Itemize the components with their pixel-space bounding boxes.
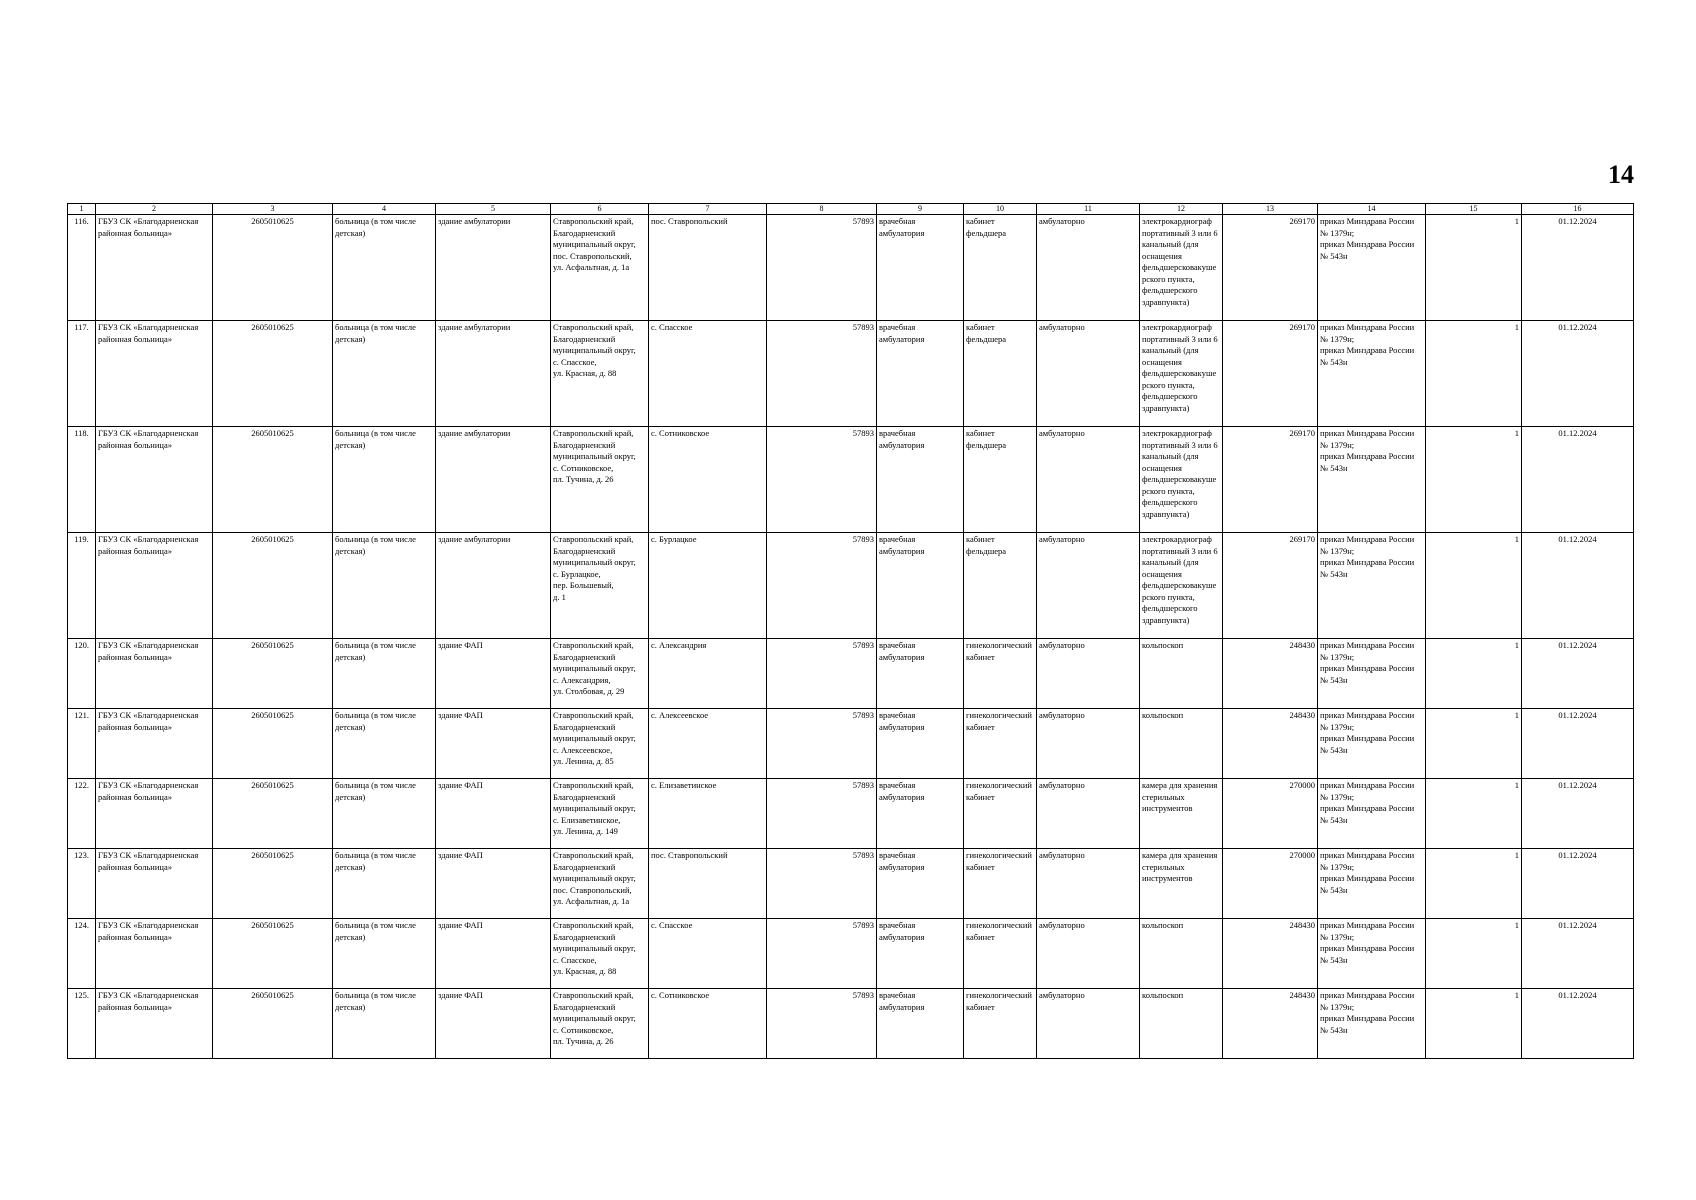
cell-room: кабинет фельдшера bbox=[964, 533, 1037, 639]
cell-equipment: камера для хранения стерильных инструментов bbox=[1140, 849, 1223, 919]
cell-inn: 2605010625 bbox=[213, 215, 333, 321]
column-number: 7 bbox=[649, 204, 767, 215]
cell-oktmo-code: 57893 bbox=[767, 533, 877, 639]
cell-price: 269170 bbox=[1223, 533, 1318, 639]
cell-organization: ГБУЗ СК «Благодарненская районная больница» bbox=[96, 989, 213, 1059]
cell-basis: приказ Минздрава России № 1379н; приказ Минздрава России № 543н bbox=[1318, 849, 1426, 919]
cell-date: 01.12.2024 bbox=[1522, 919, 1634, 989]
cell-price: 269170 bbox=[1223, 321, 1318, 427]
cell-row-number: 118. bbox=[68, 427, 96, 533]
column-number: 3 bbox=[213, 204, 333, 215]
cell-row-number: 120. bbox=[68, 639, 96, 709]
cell-date: 01.12.2024 bbox=[1522, 321, 1634, 427]
cell-organization: ГБУЗ СК «Благодарненская районная больница» bbox=[96, 779, 213, 849]
cell-locality: с. Алексеевское bbox=[649, 709, 767, 779]
cell-quantity: 1 bbox=[1426, 989, 1522, 1059]
cell-quantity: 1 bbox=[1426, 779, 1522, 849]
cell-equipment: кольпоскоп bbox=[1140, 989, 1223, 1059]
cell-address: Ставропольский край, Благодарненский муниципальный округ, пос. Ставропольский, ул. Асфальтная, д. 1а bbox=[551, 849, 649, 919]
cell-organization: ГБУЗ СК «Благодарненская районная больница» bbox=[96, 849, 213, 919]
cell-institution-type: больница (в том числе детская) bbox=[333, 215, 436, 321]
cell-inn: 2605010625 bbox=[213, 779, 333, 849]
cell-oktmo-code: 57893 bbox=[767, 779, 877, 849]
cell-unit: врачебная амбулатория bbox=[877, 919, 964, 989]
table-body bbox=[68, 215, 1634, 1059]
column-number: 15 bbox=[1426, 204, 1522, 215]
cell-organization: ГБУЗ СК «Благодарненская районная больница» bbox=[96, 533, 213, 639]
cell-price: 269170 bbox=[1223, 427, 1318, 533]
cell-address: Ставропольский край, Благодарненский муниципальный округ, с. Сотниковское, пл. Тучина, д. 26 bbox=[551, 989, 649, 1059]
column-number: 1 bbox=[68, 204, 96, 215]
cell-unit: врачебная амбулатория bbox=[877, 639, 964, 709]
cell-basis: приказ Минздрава России № 1379н; приказ Минздрава России № 543н bbox=[1318, 533, 1426, 639]
cell-care-mode: амбулаторно bbox=[1037, 849, 1140, 919]
cell-price: 248430 bbox=[1223, 639, 1318, 709]
cell-room: кабинет фельдшера bbox=[964, 215, 1037, 321]
cell-basis: приказ Минздрава России № 1379н; приказ Минздрава России № 543н bbox=[1318, 779, 1426, 849]
cell-equipment: камера для хранения стерильных инструментов bbox=[1140, 779, 1223, 849]
cell-address: Ставропольский край, Благодарненский муниципальный округ, с. Спасское, ул. Красная, д. 88 bbox=[551, 321, 649, 427]
cell-address: Ставропольский край, Благодарненский муниципальный округ, с. Александрия, ул. Столбовая, д. 29 bbox=[551, 639, 649, 709]
cell-locality: пос. Ставропольский bbox=[649, 849, 767, 919]
cell-oktmo-code: 57893 bbox=[767, 321, 877, 427]
cell-oktmo-code: 57893 bbox=[767, 215, 877, 321]
cell-basis: приказ Минздрава России № 1379н; приказ Минздрава России № 543н bbox=[1318, 989, 1426, 1059]
cell-room: гинекологический кабинет bbox=[964, 919, 1037, 989]
column-number: 14 bbox=[1318, 204, 1426, 215]
cell-room: гинекологический кабинет bbox=[964, 849, 1037, 919]
cell-locality: с. Спасское bbox=[649, 321, 767, 427]
cell-quantity: 1 bbox=[1426, 215, 1522, 321]
cell-row-number: 116. bbox=[68, 215, 96, 321]
table-row bbox=[68, 639, 1634, 709]
cell-care-mode: амбулаторно bbox=[1037, 709, 1140, 779]
cell-unit: врачебная амбулатория bbox=[877, 427, 964, 533]
cell-row-number: 123. bbox=[68, 849, 96, 919]
column-number: 6 bbox=[551, 204, 649, 215]
cell-date: 01.12.2024 bbox=[1522, 709, 1634, 779]
table-row bbox=[68, 215, 1634, 321]
cell-care-mode: амбулаторно bbox=[1037, 427, 1140, 533]
cell-locality: с. Бурлацкое bbox=[649, 533, 767, 639]
cell-address: Ставропольский край, Благодарненский муниципальный округ, пос. Ставропольский, ул. Асфальтная, д. 1а bbox=[551, 215, 649, 321]
cell-institution-type: больница (в том числе детская) bbox=[333, 533, 436, 639]
column-number-row bbox=[68, 204, 1634, 215]
cell-building: здание ФАП bbox=[436, 639, 551, 709]
cell-row-number: 124. bbox=[68, 919, 96, 989]
cell-institution-type: больница (в том числе детская) bbox=[333, 919, 436, 989]
cell-organization: ГБУЗ СК «Благодарненская районная больница» bbox=[96, 215, 213, 321]
cell-unit: врачебная амбулатория bbox=[877, 709, 964, 779]
cell-row-number: 125. bbox=[68, 989, 96, 1059]
cell-oktmo-code: 57893 bbox=[767, 639, 877, 709]
cell-inn: 2605010625 bbox=[213, 989, 333, 1059]
table-row bbox=[68, 989, 1634, 1059]
cell-equipment: электрокардиограф портативный 3 или 6 канальный (для оснащения фельдшерсковакушерского пункта, фельдшерского здравпункта) bbox=[1140, 533, 1223, 639]
cell-locality: пос. Ставропольский bbox=[649, 215, 767, 321]
cell-date: 01.12.2024 bbox=[1522, 849, 1634, 919]
cell-building: здание амбулатории bbox=[436, 427, 551, 533]
cell-care-mode: амбулаторно bbox=[1037, 215, 1140, 321]
cell-price: 248430 bbox=[1223, 709, 1318, 779]
cell-equipment: кольпоскоп bbox=[1140, 919, 1223, 989]
cell-quantity: 1 bbox=[1426, 849, 1522, 919]
cell-date: 01.12.2024 bbox=[1522, 427, 1634, 533]
table-row bbox=[68, 321, 1634, 427]
table-row bbox=[68, 427, 1634, 533]
cell-price: 269170 bbox=[1223, 215, 1318, 321]
column-number: 2 bbox=[96, 204, 213, 215]
column-number: 5 bbox=[436, 204, 551, 215]
cell-address: Ставропольский край, Благодарненский муниципальный округ, с. Алексеевское, ул. Ленина, д. 85 bbox=[551, 709, 649, 779]
column-number: 4 bbox=[333, 204, 436, 215]
cell-oktmo-code: 57893 bbox=[767, 849, 877, 919]
cell-date: 01.12.2024 bbox=[1522, 215, 1634, 321]
cell-room: кабинет фельдшера bbox=[964, 427, 1037, 533]
cell-institution-type: больница (в том числе детская) bbox=[333, 709, 436, 779]
cell-care-mode: амбулаторно bbox=[1037, 779, 1140, 849]
table-row bbox=[68, 919, 1634, 989]
cell-care-mode: амбулаторно bbox=[1037, 989, 1140, 1059]
cell-building: здание ФАП bbox=[436, 849, 551, 919]
column-number: 10 bbox=[964, 204, 1037, 215]
cell-unit: врачебная амбулатория bbox=[877, 533, 964, 639]
cell-address: Ставропольский край, Благодарненский муниципальный округ, с. Сотниковское, пл. Тучина, д. 26 bbox=[551, 427, 649, 533]
cell-equipment: кольпоскоп bbox=[1140, 709, 1223, 779]
cell-basis: приказ Минздрава России № 1379н; приказ Минздрава России № 543н bbox=[1318, 639, 1426, 709]
cell-equipment: электрокардиограф портативный 3 или 6 канальный (для оснащения фельдшерсковакушерского пункта, фельдшерского здравпункта) bbox=[1140, 215, 1223, 321]
cell-basis: приказ Минздрава России № 1379н; приказ Минздрава России № 543н bbox=[1318, 709, 1426, 779]
cell-care-mode: амбулаторно bbox=[1037, 639, 1140, 709]
cell-oktmo-code: 57893 bbox=[767, 427, 877, 533]
cell-basis: приказ Минздрава России № 1379н; приказ Минздрава России № 543н bbox=[1318, 427, 1426, 533]
cell-institution-type: больница (в том числе детская) bbox=[333, 849, 436, 919]
cell-quantity: 1 bbox=[1426, 919, 1522, 989]
cell-unit: врачебная амбулатория bbox=[877, 849, 964, 919]
cell-inn: 2605010625 bbox=[213, 919, 333, 989]
cell-institution-type: больница (в том числе детская) bbox=[333, 639, 436, 709]
cell-date: 01.12.2024 bbox=[1522, 639, 1634, 709]
cell-care-mode: амбулаторно bbox=[1037, 919, 1140, 989]
cell-quantity: 1 bbox=[1426, 709, 1522, 779]
cell-care-mode: амбулаторно bbox=[1037, 321, 1140, 427]
cell-address: Ставропольский край, Благодарненский муниципальный округ, с. Елизаветинское, ул. Ленина, д. 149 bbox=[551, 779, 649, 849]
cell-unit: врачебная амбулатория bbox=[877, 989, 964, 1059]
cell-oktmo-code: 57893 bbox=[767, 709, 877, 779]
cell-locality: с. Спасское bbox=[649, 919, 767, 989]
cell-institution-type: больница (в том числе детская) bbox=[333, 989, 436, 1059]
cell-inn: 2605010625 bbox=[213, 709, 333, 779]
cell-institution-type: больница (в том числе детская) bbox=[333, 427, 436, 533]
cell-care-mode: амбулаторно bbox=[1037, 533, 1140, 639]
cell-unit: врачебная амбулатория bbox=[877, 215, 964, 321]
cell-institution-type: больница (в том числе детская) bbox=[333, 779, 436, 849]
cell-organization: ГБУЗ СК «Благодарненская районная больница» bbox=[96, 639, 213, 709]
cell-quantity: 1 bbox=[1426, 533, 1522, 639]
cell-equipment: кольпоскоп bbox=[1140, 639, 1223, 709]
cell-building: здание ФАП bbox=[436, 989, 551, 1059]
cell-locality: с. Сотниковское bbox=[649, 427, 767, 533]
cell-building: здание амбулатории bbox=[436, 215, 551, 321]
cell-room: гинекологический кабинет bbox=[964, 639, 1037, 709]
cell-oktmo-code: 57893 bbox=[767, 989, 877, 1059]
cell-basis: приказ Минздрава России № 1379н; приказ Минздрава России № 543н bbox=[1318, 215, 1426, 321]
cell-oktmo-code: 57893 bbox=[767, 919, 877, 989]
table-row bbox=[68, 849, 1634, 919]
table-row bbox=[68, 533, 1634, 639]
cell-quantity: 1 bbox=[1426, 639, 1522, 709]
column-number: 8 bbox=[767, 204, 877, 215]
cell-basis: приказ Минздрава России № 1379н; приказ Минздрава России № 543н bbox=[1318, 321, 1426, 427]
cell-date: 01.12.2024 bbox=[1522, 989, 1634, 1059]
cell-row-number: 121. bbox=[68, 709, 96, 779]
cell-inn: 2605010625 bbox=[213, 427, 333, 533]
cell-quantity: 1 bbox=[1426, 321, 1522, 427]
column-number: 9 bbox=[877, 204, 964, 215]
cell-building: здание ФАП bbox=[436, 919, 551, 989]
cell-row-number: 119. bbox=[68, 533, 96, 639]
cell-price: 270000 bbox=[1223, 849, 1318, 919]
cell-inn: 2605010625 bbox=[213, 321, 333, 427]
column-number: 16 bbox=[1522, 204, 1634, 215]
table-row bbox=[68, 709, 1634, 779]
equipment-table bbox=[67, 203, 1634, 1059]
cell-quantity: 1 bbox=[1426, 427, 1522, 533]
column-number: 11 bbox=[1037, 204, 1140, 215]
cell-unit: врачебная амбулатория bbox=[877, 779, 964, 849]
cell-equipment: электрокардиограф портативный 3 или 6 канальный (для оснащения фельдшерсковакушерского пункта, фельдшерского здравпункта) bbox=[1140, 427, 1223, 533]
column-number: 13 bbox=[1223, 204, 1318, 215]
page-number: 14 bbox=[1608, 160, 1634, 189]
cell-room: гинекологический кабинет bbox=[964, 709, 1037, 779]
cell-organization: ГБУЗ СК «Благодарненская районная больница» bbox=[96, 919, 213, 989]
cell-organization: ГБУЗ СК «Благодарненская районная больница» bbox=[96, 321, 213, 427]
cell-price: 248430 bbox=[1223, 989, 1318, 1059]
cell-organization: ГБУЗ СК «Благодарненская районная больница» bbox=[96, 427, 213, 533]
cell-basis: приказ Минздрава России № 1379н; приказ Минздрава России № 543н bbox=[1318, 919, 1426, 989]
cell-row-number: 122. bbox=[68, 779, 96, 849]
cell-price: 270000 bbox=[1223, 779, 1318, 849]
cell-locality: с. Елизаветинское bbox=[649, 779, 767, 849]
cell-room: гинекологический кабинет bbox=[964, 989, 1037, 1059]
cell-date: 01.12.2024 bbox=[1522, 779, 1634, 849]
cell-building: здание ФАП bbox=[436, 709, 551, 779]
cell-organization: ГБУЗ СК «Благодарненская районная больница» bbox=[96, 709, 213, 779]
column-number: 12 bbox=[1140, 204, 1223, 215]
cell-address: Ставропольский край, Благодарненский муниципальный округ, с. Бурлацкое, пер. Большевый, д. 1 bbox=[551, 533, 649, 639]
cell-institution-type: больница (в том числе детская) bbox=[333, 321, 436, 427]
cell-building: здание амбулатории bbox=[436, 533, 551, 639]
cell-row-number: 117. bbox=[68, 321, 96, 427]
cell-equipment: электрокардиограф портативный 3 или 6 канальный (для оснащения фельдшерсковакушерского пункта, фельдшерского здравпункта) bbox=[1140, 321, 1223, 427]
cell-building: здание ФАП bbox=[436, 779, 551, 849]
cell-room: гинекологический кабинет bbox=[964, 779, 1037, 849]
cell-price: 248430 bbox=[1223, 919, 1318, 989]
cell-building: здание амбулатории bbox=[436, 321, 551, 427]
cell-room: кабинет фельдшера bbox=[964, 321, 1037, 427]
cell-locality: с. Сотниковское bbox=[649, 989, 767, 1059]
table-row bbox=[68, 779, 1634, 849]
cell-inn: 2605010625 bbox=[213, 849, 333, 919]
cell-unit: врачебная амбулатория bbox=[877, 321, 964, 427]
cell-inn: 2605010625 bbox=[213, 533, 333, 639]
cell-date: 01.12.2024 bbox=[1522, 533, 1634, 639]
cell-locality: с. Александрия bbox=[649, 639, 767, 709]
cell-inn: 2605010625 bbox=[213, 639, 333, 709]
cell-address: Ставропольский край, Благодарненский муниципальный округ, с. Спасское, ул. Красная, д. 88 bbox=[551, 919, 649, 989]
